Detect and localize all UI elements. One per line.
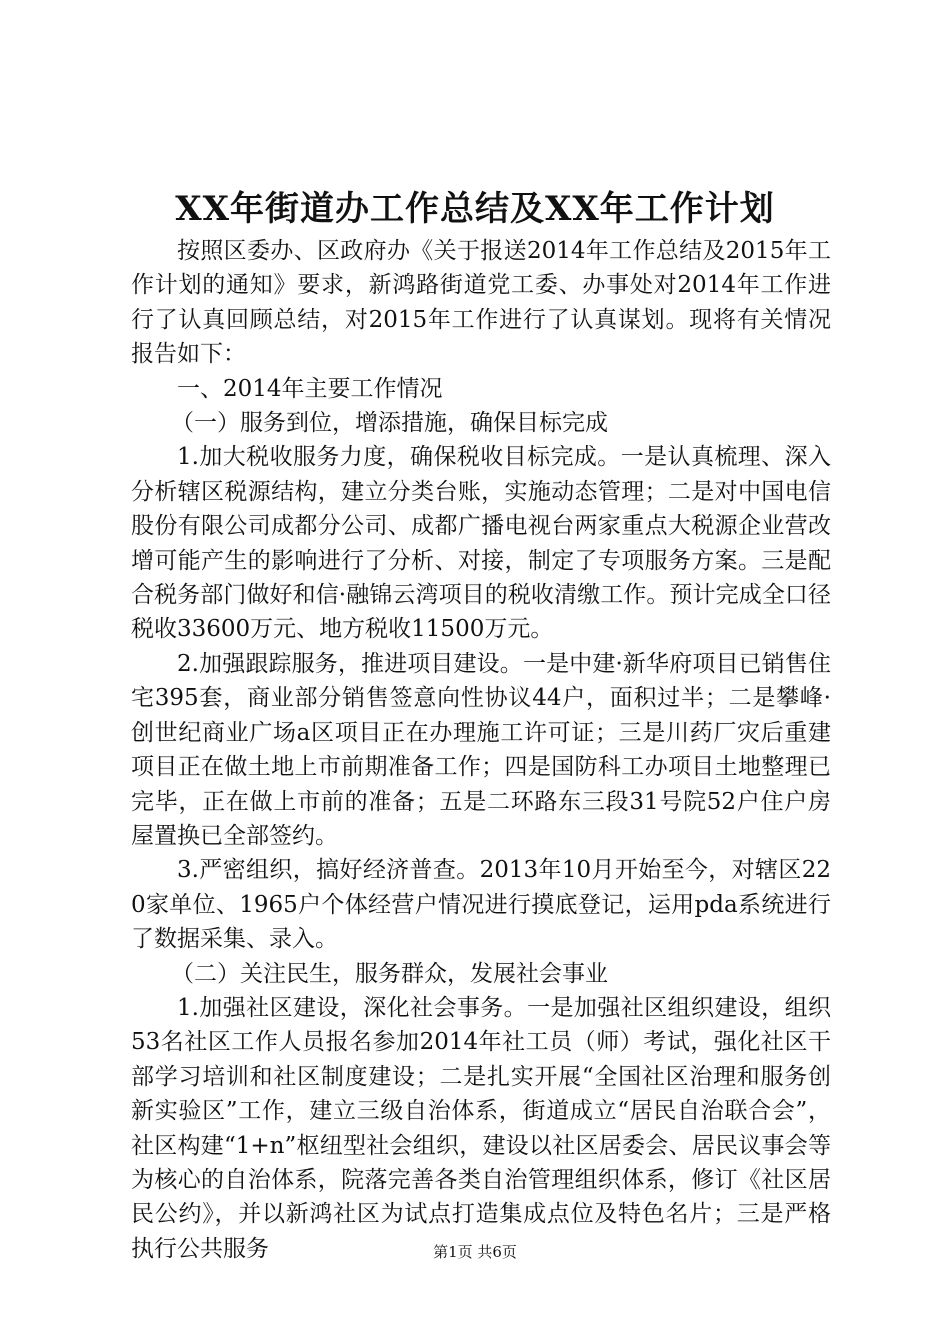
subsection-heading: （二）关注民生，服务群众，发展社会事业 bbox=[171, 960, 608, 987]
body-paragraph: 1.加强社区建设，深化社会事务。一是加强社区组织建设，组织53名社区工作人员报名参加2014年社工员（师）考试，强化社区干部学习培训和社区制度建设；二是扎实开展“全国社区治理和服务创新实验区”工作，建立三级自治体系，街道成立“居民自治联合会”，社区构建“1+n”枢纽型社会组织，建设以社区居委会、居民议事会等为核心的自治体系，院落完善各类自治管理组织体系，修订《社区居民公约》，并以新鸿社区为试点打造集成点位及特色名片；三是严格执行公共服务 bbox=[131, 994, 831, 1262]
document-body bbox=[131, 234, 831, 1266]
body-paragraph: 2.加强跟踪服务，推进项目建设。一是中建·新华府项目已销售住宅395套，商业部分销售签意向性协议44户，面积过半；二是攀峰·创世纪商业广场a区项目正在办理施工许可证；三是川药厂灾后重建项目正在做土地上市前期准备工作；四是国防科工办项目土地整理已完毕，正在做上市前的准备；五是二环路东三段31号院52户住户房屋置换已全部签约。 bbox=[131, 650, 831, 849]
document-title: XX年街道办工作总结及XX年工作计划 bbox=[175, 189, 775, 229]
page-footer: 第1页 共6页 bbox=[433, 1243, 517, 1261]
section-heading: 一、2014年主要工作情况 bbox=[177, 375, 443, 402]
subsection-heading: （一）服务到位，增添措施，确保目标完成 bbox=[171, 410, 608, 437]
intro-paragraph: 按照区委办、区政府办《关于报送2014年工作总结及2015年工作计划的通知》要求，新鸿路街道党工委、办事处对2014年工作进行了认真回顾总结，对2015年工作进行了认真谋划。现将有关情况报告如下： bbox=[131, 238, 831, 368]
body-paragraph: 1.加大税收服务力度，确保税收目标完成。一是认真梳理、深入分析辖区税源结构，建立分类台账，实施动态管理；二是对中国电信股份有限公司成都分公司、成都广播电视台两家重点大税源企业营改增可能产生的影响进行了分析、对接，制定了专项服务方案。三是配合税务部门做好和信·融锦云湾项目的税收清缴工作。预计完成全口径税收33600万元、地方税收11500万元。 bbox=[131, 444, 831, 643]
body-paragraph: 3.严密组织，搞好经济普查。2013年10月开始至今，对辖区220家单位、1965户个体经营户情况进行摸底登记，运用pda系统进行了数据采集、录入。 bbox=[131, 857, 831, 953]
